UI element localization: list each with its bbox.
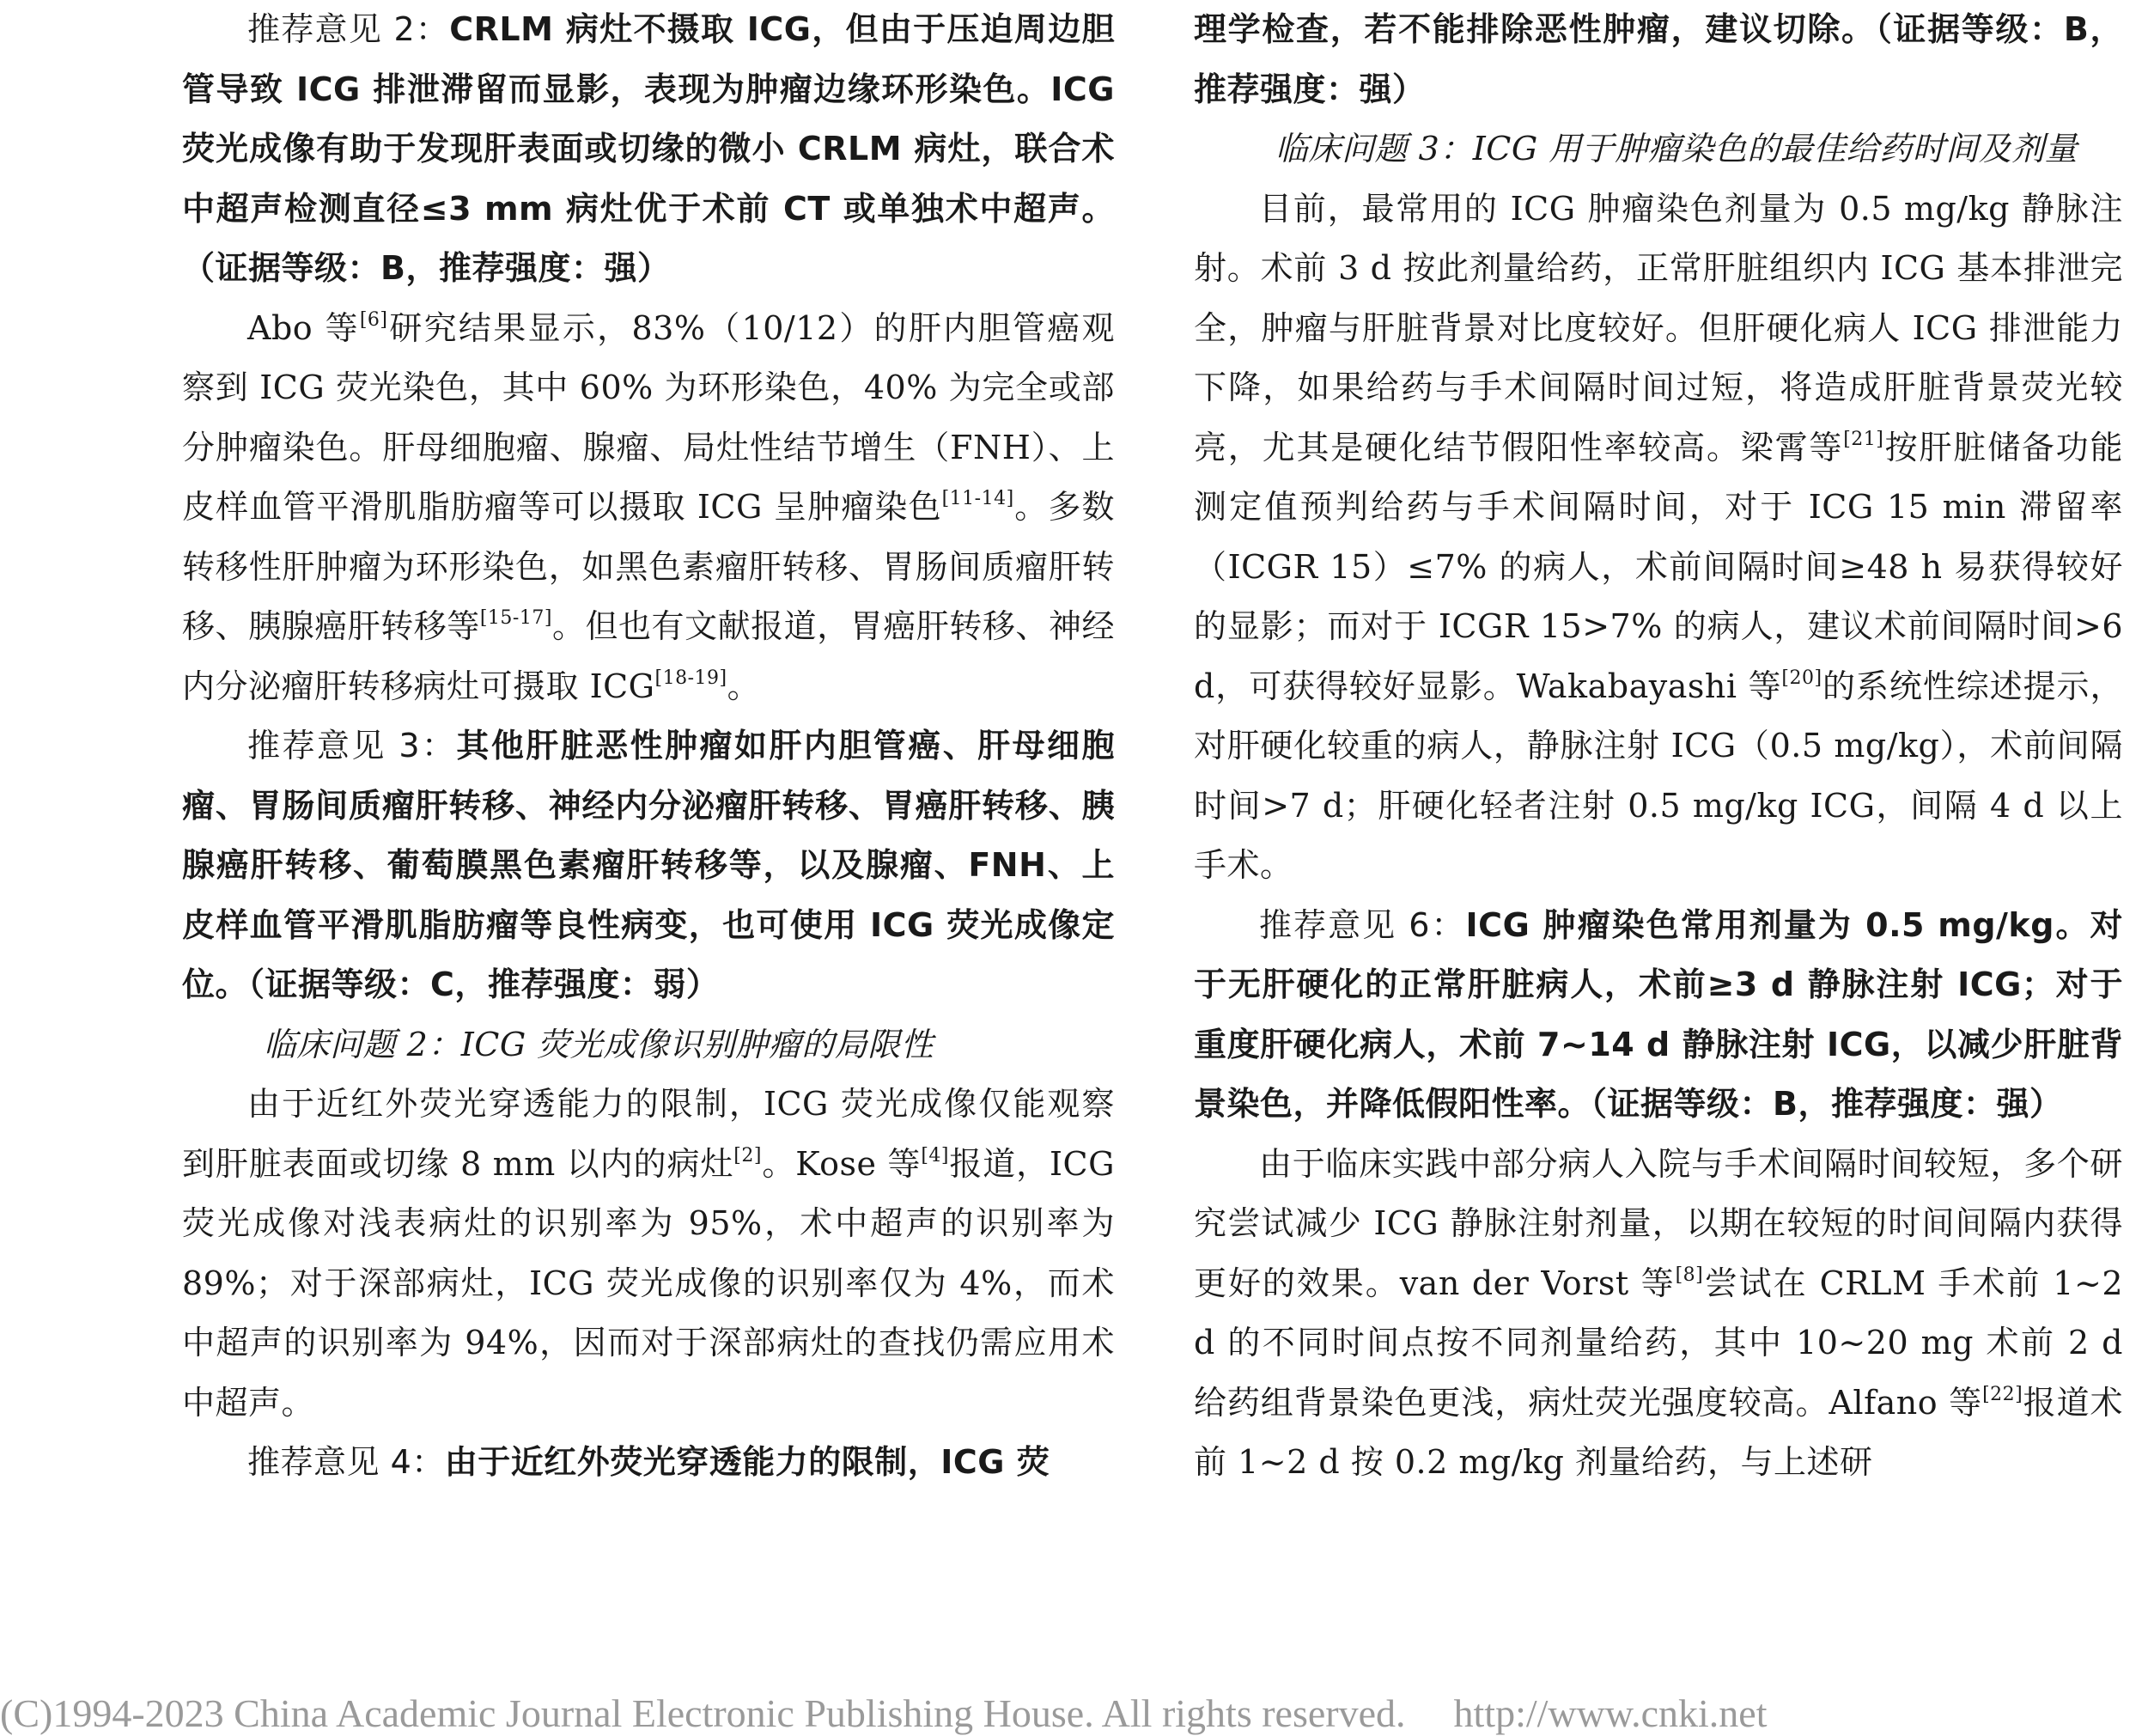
recommendation-6 [1194, 896, 2123, 1135]
recommendation-4-continued: 理学检查，若不能排除恶性肿瘤，建议切除。（证据等级：B，推荐强度：强） [1194, 10, 2123, 108]
citation: [8] [1675, 1264, 1704, 1286]
text-run: 报道术前 1~2 d 按 0.2 mg/kg 剂量给药，与上述研 [1194, 1383, 2123, 1481]
recommendation-3-lead: 推荐意见 3： [247, 727, 457, 764]
text-run: 报道，ICG 荧光成像对浅表病灶的识别率为 95%，术中超声的识别率为 89%；对于深部病灶，ICG 荧光成像的识别率仅为 4%，而术中超声的识别率为 94%，因而对于深部病灶的查找仍需应用术中超声。 [182, 1144, 1115, 1422]
paragraph-limitations [182, 1075, 1115, 1433]
citation: [6] [359, 308, 388, 331]
text-run: 由于临床实践中部分病人入院与手术间隔时间较短，多个研究尝试减少 ICG 静脉注射剂量，以期在较短的时间间隔内获得更好的效果。van der Vorst 等 [1194, 1144, 2123, 1302]
text-run: 目前，最常用的 ICG 肿瘤染色剂量为 0.5 mg/kg 静脉注射。术前 3 d 按此剂量给药，正常肝脏组织内 ICG 基本排泄完全，肿瘤与肝脏背景对比度较好。但肝硬化病人 ICG 排泄能力下降，如果给药与手术间隔时间过短，将造成肝脏背景荧光较亮，尤其是硬化结节假阳性率较高。梁霄等 [1194, 189, 2123, 466]
footer-url[interactable]: http://www.cnki.net [1453, 1691, 1768, 1735]
citation: [4] [921, 1144, 949, 1166]
copyright-text: (C)1994-2023 China Academic Journal Electronic Publishing House. All rights reserved. [0, 1691, 1406, 1735]
text-run: 研究结果显示，83%（10/12）的肝内胆管癌观察到 ICG 荧光染色，其中 60% 为环形染色，40% 为完全或部分肿瘤染色。肝母细胞瘤、腺瘤、局灶性结节增生（FNH）、上皮样血管平滑肌脂肪瘤等可以摄取 ICG 呈肿瘤染色 [182, 308, 1115, 526]
citation: [15-17] [479, 607, 552, 629]
text-run: 的系统性综述提示，对肝硬化较重的病人，静脉注射 ICG（0.5 mg/kg），术前间隔时间>7 d；肝硬化轻者注射 0.5 mg/kg ICG，间隔 4 d 以上手术。 [1194, 667, 2123, 884]
citation: [22] [1982, 1383, 2023, 1405]
citation: [20] [1781, 667, 1822, 689]
recommendation-4-text: 由于近红外荧光穿透能力的限制，ICG 荧 [444, 1443, 1050, 1481]
text-run: 。但也有文献报道，胃癌肝转移、神经内分泌瘤肝转移病灶可摄取 ICG [182, 607, 1115, 705]
left-column [182, 0, 1115, 1493]
text-run: 按肝脏储备功能测定值预判给药与手术间隔时间，对于 ICG 15 min 滞留率（ICGR 15）≤7% 的病人，术前间隔时间≥48 h 易获得较好的显影；而对于 ICGR 15>7% 的病人，建议术前间隔时间>6 d，可获得较好显影。Wakabayashi 等 [1194, 428, 2123, 705]
recommendation-3 [182, 716, 1115, 1015]
recommendation-2-text: CRLM 病灶不摄取 ICG，但由于压迫周边胆管导致 ICG 排泄滞留而显影，表现为肿瘤边缘环形染色。ICG 荧光成像有助于发现肝表面或切缘的微小 CRLM 病灶，联合术中超声检测直径≤3 mm 病灶优于术前 CT 或单独术中超声。（证据等级：B，推荐强度：强） [182, 10, 1115, 287]
recommendation-4-lead: 推荐意见 4： [247, 1443, 445, 1481]
recommendation-4 [182, 1433, 1115, 1493]
citation: [21] [1843, 428, 1884, 450]
citation: [18-19] [654, 667, 727, 689]
recommendation-2-lead: 推荐意见 2： [247, 10, 450, 48]
right-column [1194, 0, 2123, 1493]
paragraph-dosage [1194, 180, 2123, 896]
paragraph-reduced-dose [1194, 1135, 2123, 1493]
text-run: Abo 等 [247, 308, 360, 347]
text-run: 尝试在 CRLM 手术前 1~2 d 的不同时间点按不同剂量给药，其中 10~20 mg 术前 2 d 给药组背景染色更浅，病灶荧光强度较高。Alfano 等 [1194, 1264, 2123, 1422]
text-run: 。Kose 等 [761, 1144, 922, 1183]
citation: [2] [733, 1144, 762, 1166]
copyright-footer [0, 1690, 2148, 1736]
recommendation-2 [182, 0, 1115, 299]
text-run: 。 [727, 667, 761, 705]
clinical-question-3: 临床问题 3：ICG 用于肿瘤染色的最佳给药时间及剂量 [1275, 130, 2078, 168]
recommendation-3-text: 其他肝脏恶性肿瘤如肝内胆管癌、肝母细胞瘤、胃肠间质瘤肝转移、神经内分泌瘤肝转移、胃癌肝转移、胰腺癌肝转移、葡萄膜黑色素瘤肝转移等，以及腺瘤、FNH、上皮样血管平滑肌脂肪瘤等良性病变，也可使用 ICG 荧光成像定位。（证据等级：C，推荐强度：弱） [182, 727, 1115, 1003]
recommendation-6-lead: 推荐意见 6： [1259, 905, 1466, 944]
citation: [11-14] [941, 488, 1014, 509]
recommendation-6-text: ICG 肿瘤染色常用剂量为 0.5 mg/kg。对于无肝硬化的正常肝脏病人，术前≥3 d 静脉注射 ICG；对于重度肝硬化病人，术前 7~14 d 静脉注射 ICG，以减少肝脏背景染色，并降低假阳性率。（证据等级：B，推荐强度：强） [1194, 905, 2123, 1123]
text-run: 。多数转移性肝肿瘤为环形染色，如黑色素瘤肝转移、胃肠间质瘤肝转移、胰腺癌肝转移等 [182, 488, 1115, 645]
text-run: 由于近红外荧光穿透能力的限制，ICG 荧光成像仅能观察到肝脏表面或切缘 8 mm 以内的病灶 [182, 1085, 1115, 1183]
clinical-question-2: 临床问题 2：ICG 荧光成像识别肿瘤的局限性 [264, 1025, 934, 1063]
paragraph-abo [182, 299, 1115, 717]
